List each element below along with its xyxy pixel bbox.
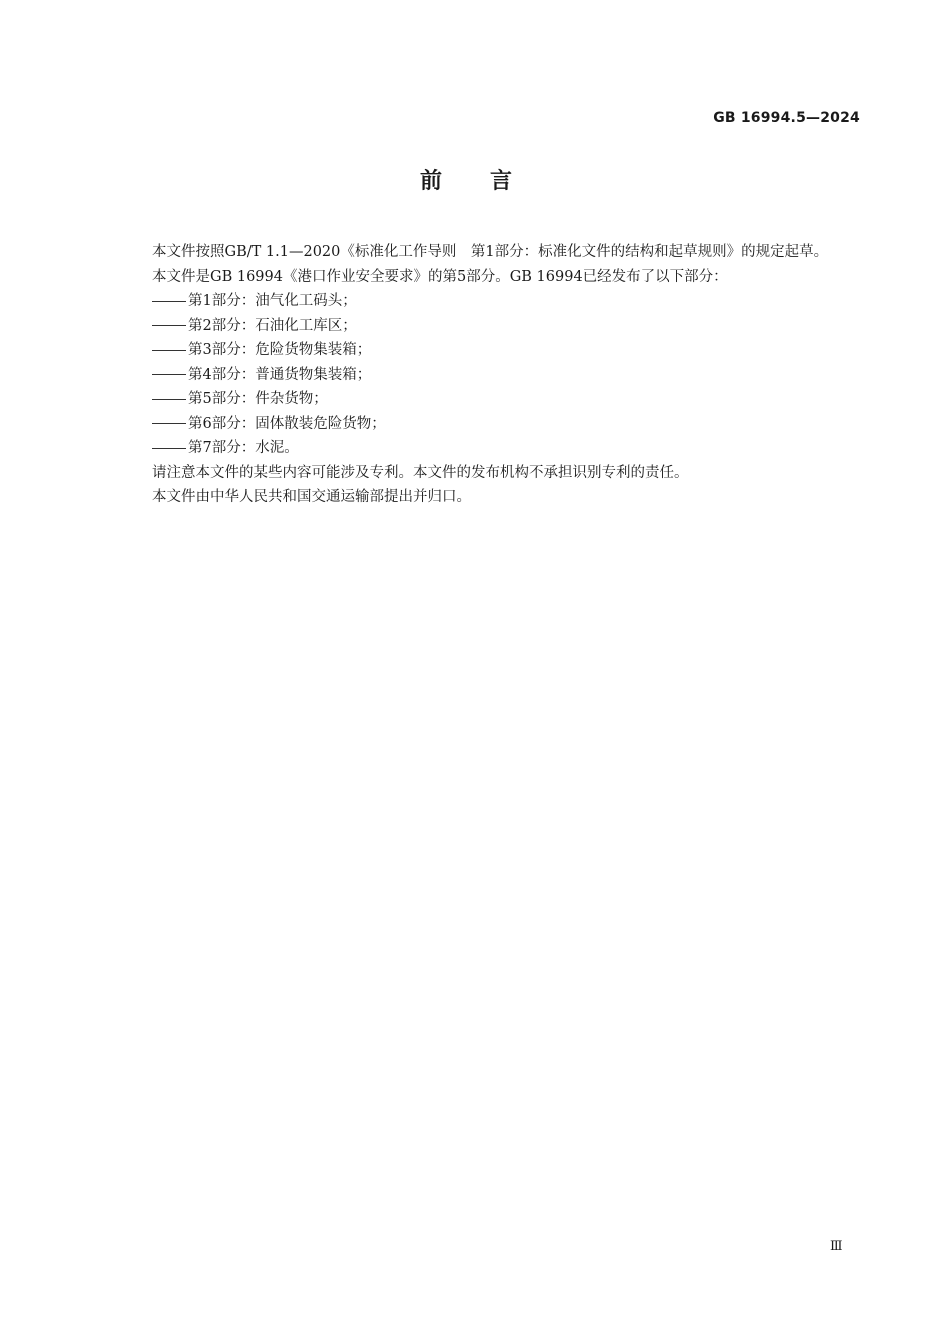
dash-icon (152, 301, 186, 302)
list-item (122, 412, 862, 437)
list-item-label: 第1部分：油气化工码头； (188, 293, 357, 309)
page-title: 前言 (419, 169, 560, 194)
list-item-label: 第4部分：普通货物集装箱； (188, 366, 372, 383)
paragraph-proposer: 本文件由中华人民共和国交通运输部提出并归口。 (152, 489, 471, 505)
list-item (122, 436, 862, 461)
dash-icon (152, 325, 186, 326)
list-item (122, 338, 862, 363)
list-item-label: 第5部分：件杂货物； (188, 391, 328, 407)
paragraph-series-intro: 本文件是GB 16994《港口作业安全要求》的第5部分。GB 16994已经发布了以下部分： (152, 268, 728, 285)
list-item-label: 第3部分：危险货物集装箱； (188, 342, 372, 358)
dash-icon (152, 350, 186, 351)
list-item-label: 第2部分：石油化工库区； (188, 317, 357, 334)
dash-icon (152, 374, 186, 375)
list-item-label: 第7部分：水泥。 (188, 440, 299, 456)
document-code: GB 16994.5—2024 (713, 110, 860, 126)
dash-icon (152, 399, 186, 400)
list-item (122, 314, 862, 339)
dash-icon (152, 423, 186, 424)
preface-body (122, 240, 862, 510)
dash-icon (152, 448, 186, 449)
paragraph-patent-notice: 请注意本文件的某些内容可能涉及专利。本文件的发布机构不承担识别专利的责任。 (152, 464, 689, 481)
list-item (122, 363, 862, 388)
page-number: Ⅲ (830, 1239, 843, 1254)
paragraph-drafting-rules: 本文件按照GB/T 1.1—2020《标准化工作导则 第1部分：标准化文件的结构和起草规则》的规定起草。 (152, 244, 829, 260)
list-item (122, 289, 862, 314)
parts-list (122, 289, 862, 461)
list-item-label: 第6部分：固体散装危险货物； (188, 415, 386, 432)
list-item (122, 387, 862, 412)
